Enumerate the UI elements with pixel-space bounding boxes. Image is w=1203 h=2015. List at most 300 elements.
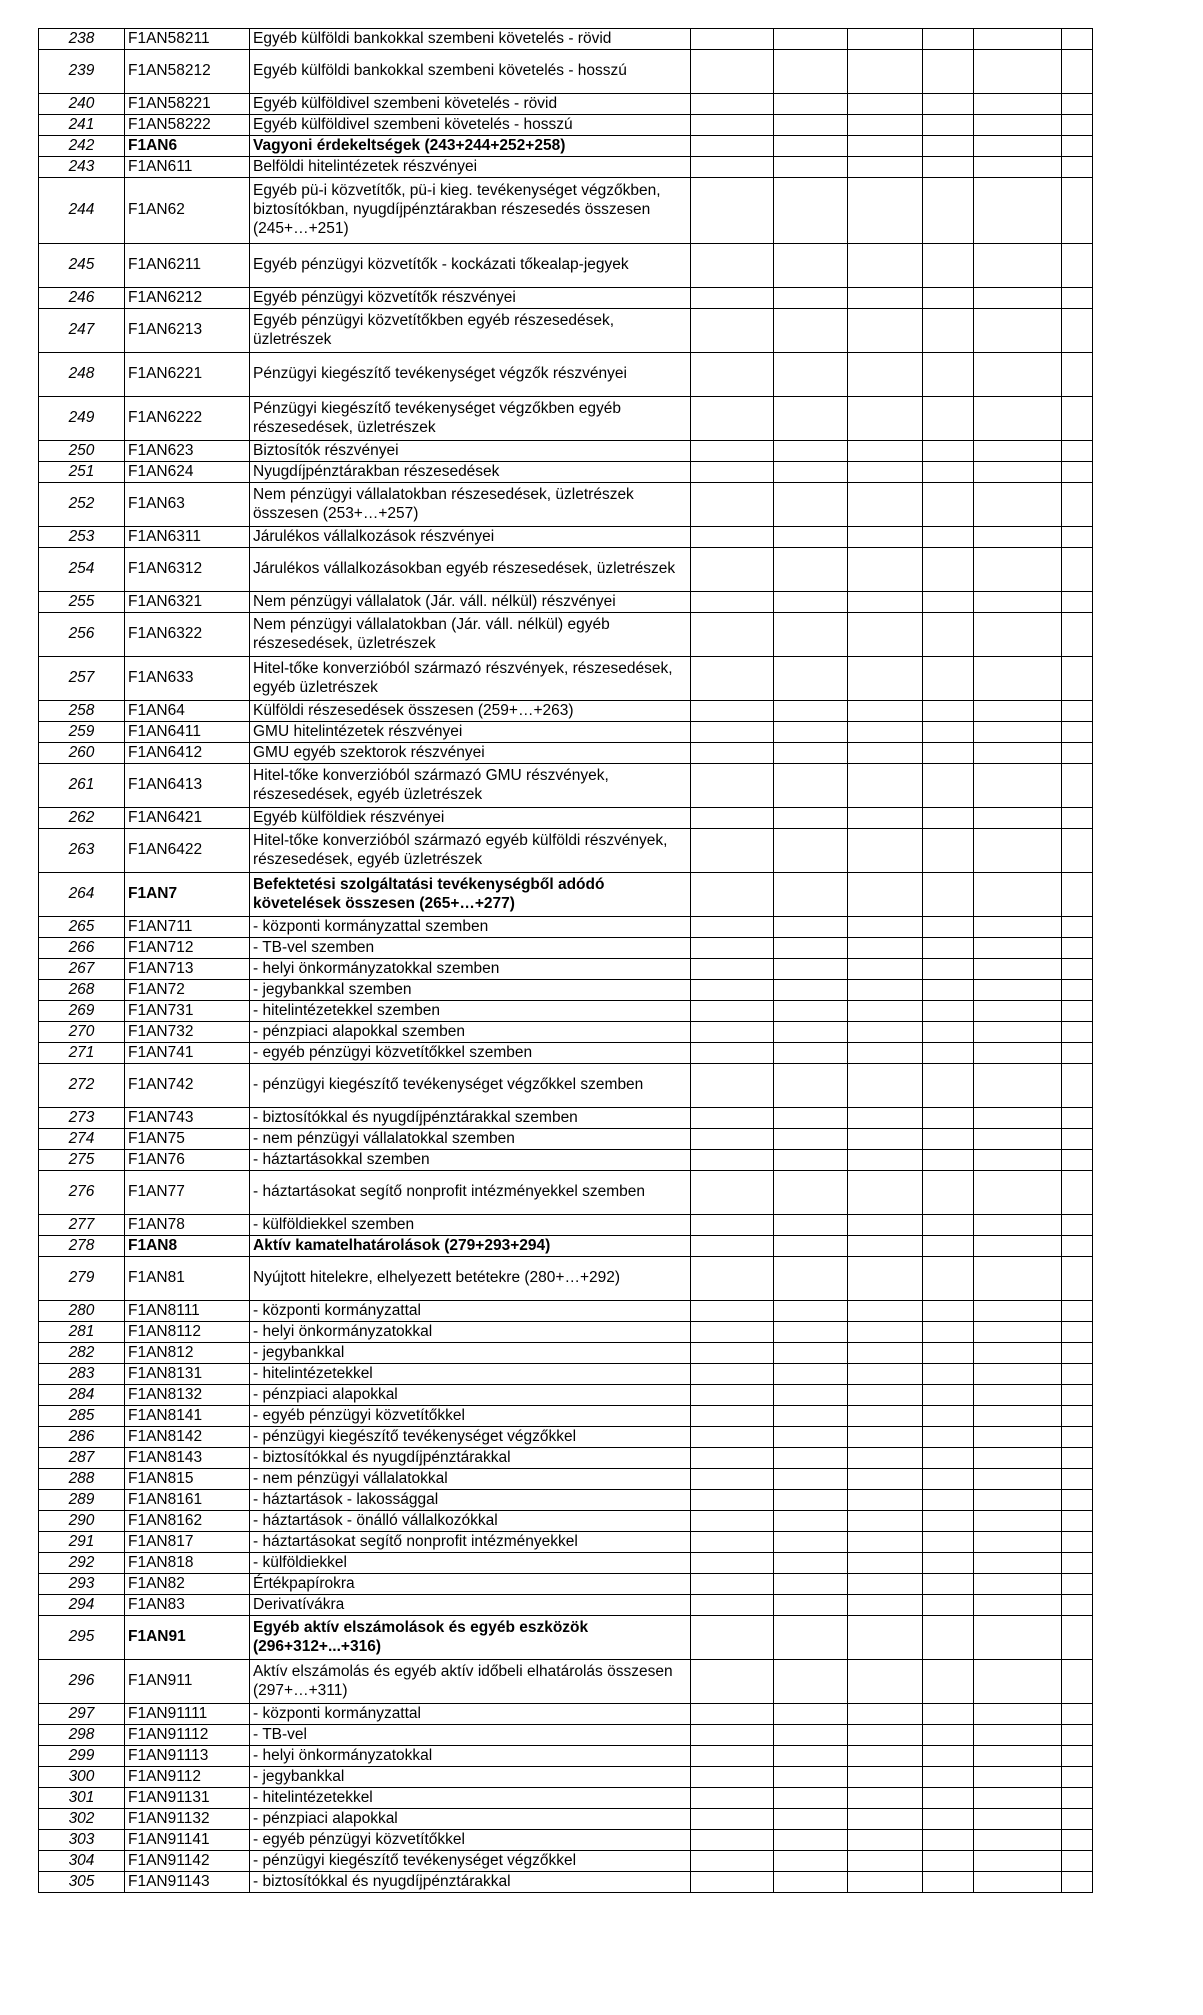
row-description-cell: - biztosítókkal és nyugdíjpénztárakkal: [250, 1872, 691, 1893]
value-cell: [1062, 1725, 1093, 1746]
value-cell: [974, 743, 1062, 764]
value-cell: [974, 29, 1062, 50]
value-cell: [848, 1660, 923, 1704]
value-cell: [691, 50, 774, 94]
value-cell: [974, 613, 1062, 657]
row-code-cell: F1AN633: [125, 657, 250, 701]
value-cell: [974, 1725, 1062, 1746]
value-cell: [923, 959, 974, 980]
value-cell: [774, 483, 848, 527]
value-cell: [848, 1001, 923, 1022]
row-description-cell: - háztartásokkal szemben: [250, 1150, 691, 1171]
row-number-cell: 261: [39, 764, 125, 808]
value-cell: [923, 980, 974, 1001]
value-cell: [974, 1532, 1062, 1553]
value-cell: [923, 1301, 974, 1322]
value-cell: [774, 1767, 848, 1788]
value-cell: [774, 1108, 848, 1129]
table-row: [39, 441, 1093, 462]
row-code-cell: F1AN6213: [125, 309, 250, 353]
table-row: [39, 1064, 1093, 1108]
table-row: [39, 1171, 1093, 1215]
value-cell: [923, 1511, 974, 1532]
value-cell: [1062, 873, 1093, 917]
value-cell: [1062, 1236, 1093, 1257]
value-cell: [691, 115, 774, 136]
value-cell: [848, 136, 923, 157]
row-description-cell: - hitelintézetekkel: [250, 1788, 691, 1809]
value-cell: [974, 938, 1062, 959]
row-code-cell: F1AN712: [125, 938, 250, 959]
row-number-cell: 289: [39, 1490, 125, 1511]
row-number-cell: 267: [39, 959, 125, 980]
value-cell: [774, 136, 848, 157]
row-number-cell: 247: [39, 309, 125, 353]
row-description-cell: - TB-vel szemben: [250, 938, 691, 959]
row-number-cell: 266: [39, 938, 125, 959]
value-cell: [848, 462, 923, 483]
row-code-cell: F1AN812: [125, 1343, 250, 1364]
row-number-cell: 253: [39, 527, 125, 548]
value-cell: [848, 1257, 923, 1301]
row-number-cell: 287: [39, 1448, 125, 1469]
value-cell: [848, 1448, 923, 1469]
row-code-cell: F1AN91142: [125, 1851, 250, 1872]
row-code-cell: F1AN9112: [125, 1767, 250, 1788]
value-cell: [923, 1022, 974, 1043]
table-row: [39, 743, 1093, 764]
value-cell: [774, 1746, 848, 1767]
row-number-cell: 265: [39, 917, 125, 938]
value-cell: [691, 1301, 774, 1322]
row-number-cell: 258: [39, 701, 125, 722]
table-row: [39, 483, 1093, 527]
value-cell: [848, 1301, 923, 1322]
value-cell: [848, 592, 923, 613]
value-cell: [848, 1490, 923, 1511]
value-cell: [848, 808, 923, 829]
row-code-cell: F1AN6422: [125, 829, 250, 873]
value-cell: [1062, 527, 1093, 548]
value-cell: [848, 178, 923, 244]
value-cell: [974, 980, 1062, 1001]
value-cell: [848, 1364, 923, 1385]
value-cell: [923, 1595, 974, 1616]
value-cell: [1062, 1448, 1093, 1469]
value-cell: [1062, 701, 1093, 722]
value-cell: [974, 1595, 1062, 1616]
value-cell: [848, 1150, 923, 1171]
value-cell: [1062, 548, 1093, 592]
value-cell: [923, 1322, 974, 1343]
value-cell: [848, 1343, 923, 1364]
row-number-cell: 251: [39, 462, 125, 483]
value-cell: [774, 1490, 848, 1511]
value-cell: [974, 873, 1062, 917]
value-cell: [923, 1767, 974, 1788]
table-row: [39, 1851, 1093, 1872]
value-cell: [774, 178, 848, 244]
row-description-cell: Nem pénzügyi vállalatokban (Jár. váll. nélkül) egyéb részesedések, üzletrészek: [250, 613, 691, 657]
value-cell: [1062, 157, 1093, 178]
table-row: [39, 1448, 1093, 1469]
row-description-cell: Egyéb külföldi bankokkal szembeni követelés - rövid: [250, 29, 691, 50]
row-description-cell: Járulékos vállalkozások részvényei: [250, 527, 691, 548]
value-cell: [974, 722, 1062, 743]
value-cell: [1062, 244, 1093, 288]
value-cell: [691, 288, 774, 309]
row-description-cell: Vagyoni érdekeltségek (243+244+252+258): [250, 136, 691, 157]
table-row: [39, 1469, 1093, 1490]
value-cell: [923, 136, 974, 157]
row-description-cell: - pénzpiaci alapokkal: [250, 1385, 691, 1406]
value-cell: [923, 1364, 974, 1385]
table-row: [39, 115, 1093, 136]
value-cell: [848, 1427, 923, 1448]
value-cell: [923, 1108, 974, 1129]
value-cell: [1062, 657, 1093, 701]
value-cell: [691, 397, 774, 441]
value-cell: [923, 764, 974, 808]
value-cell: [774, 1427, 848, 1448]
row-number-cell: 252: [39, 483, 125, 527]
value-cell: [1062, 1511, 1093, 1532]
value-cell: [774, 1001, 848, 1022]
value-cell: [1062, 1851, 1093, 1872]
value-cell: [923, 1660, 974, 1704]
value-cell: [691, 353, 774, 397]
value-cell: [974, 1001, 1062, 1022]
value-cell: [923, 1725, 974, 1746]
value-cell: [1062, 94, 1093, 115]
value-cell: [923, 1746, 974, 1767]
value-cell: [848, 94, 923, 115]
row-description-cell: Egyéb aktív elszámolások és egyéb eszközök (296+312+...+316): [250, 1616, 691, 1660]
table-row: [39, 1767, 1093, 1788]
row-code-cell: F1AN91131: [125, 1788, 250, 1809]
value-cell: [1062, 829, 1093, 873]
value-cell: [923, 1150, 974, 1171]
table-row: [39, 1343, 1093, 1364]
row-code-cell: F1AN8131: [125, 1364, 250, 1385]
row-code-cell: F1AN815: [125, 1469, 250, 1490]
row-description-cell: - egyéb pénzügyi közvetítőkkel szemben: [250, 1043, 691, 1064]
row-number-cell: 256: [39, 613, 125, 657]
value-cell: [691, 157, 774, 178]
row-code-cell: F1AN83: [125, 1595, 250, 1616]
value-cell: [974, 959, 1062, 980]
value-cell: [1062, 1257, 1093, 1301]
value-cell: [848, 353, 923, 397]
table-row: [39, 1746, 1093, 1767]
row-number-cell: 293: [39, 1574, 125, 1595]
value-cell: [848, 157, 923, 178]
value-cell: [923, 115, 974, 136]
value-cell: [974, 829, 1062, 873]
value-cell: [774, 722, 848, 743]
value-cell: [691, 178, 774, 244]
value-cell: [848, 1322, 923, 1343]
row-number-cell: 273: [39, 1108, 125, 1129]
value-cell: [974, 1108, 1062, 1129]
table-row: [39, 1830, 1093, 1851]
table-row: [39, 1385, 1093, 1406]
value-cell: [1062, 1108, 1093, 1129]
value-cell: [774, 1322, 848, 1343]
value-cell: [848, 764, 923, 808]
value-cell: [691, 1215, 774, 1236]
value-cell: [974, 657, 1062, 701]
value-cell: [974, 1064, 1062, 1108]
value-cell: [974, 1469, 1062, 1490]
value-cell: [848, 1872, 923, 1893]
table-row: [39, 1616, 1093, 1660]
row-code-cell: F1AN6211: [125, 244, 250, 288]
value-cell: [974, 1448, 1062, 1469]
value-cell: [848, 50, 923, 94]
value-cell: [1062, 1322, 1093, 1343]
value-cell: [774, 1788, 848, 1809]
table-row: [39, 980, 1093, 1001]
value-cell: [974, 764, 1062, 808]
value-cell: [923, 1490, 974, 1511]
value-cell: [923, 244, 974, 288]
row-description-cell: - nem pénzügyi vállalatokkal: [250, 1469, 691, 1490]
value-cell: [691, 1746, 774, 1767]
value-cell: [774, 1343, 848, 1364]
row-description-cell: - biztosítókkal és nyugdíjpénztárakkal szemben: [250, 1108, 691, 1129]
value-cell: [923, 1171, 974, 1215]
table-row: [39, 1532, 1093, 1553]
value-cell: [691, 1511, 774, 1532]
value-cell: [774, 1257, 848, 1301]
value-cell: [691, 1001, 774, 1022]
value-cell: [923, 157, 974, 178]
value-cell: [974, 462, 1062, 483]
value-cell: [923, 1851, 974, 1872]
value-cell: [774, 1469, 848, 1490]
value-cell: [774, 1364, 848, 1385]
value-cell: [774, 959, 848, 980]
value-cell: [848, 1406, 923, 1427]
value-cell: [1062, 1469, 1093, 1490]
row-code-cell: F1AN6212: [125, 288, 250, 309]
row-description-cell: Nyújtott hitelekre, elhelyezett betétekre (280+…+292): [250, 1257, 691, 1301]
row-code-cell: F1AN64: [125, 701, 250, 722]
value-cell: [923, 441, 974, 462]
value-cell: [974, 1616, 1062, 1660]
value-cell: [691, 1616, 774, 1660]
value-cell: [848, 959, 923, 980]
value-cell: [974, 1788, 1062, 1809]
value-cell: [923, 309, 974, 353]
row-number-cell: 270: [39, 1022, 125, 1043]
value-cell: [974, 397, 1062, 441]
value-cell: [848, 1553, 923, 1574]
table-row: [39, 527, 1093, 548]
value-cell: [974, 157, 1062, 178]
row-description-cell: - hitelintézetekkel: [250, 1364, 691, 1385]
value-cell: [691, 959, 774, 980]
row-code-cell: F1AN6312: [125, 548, 250, 592]
table-row: [39, 808, 1093, 829]
value-cell: [1062, 1364, 1093, 1385]
table-row: [39, 1150, 1093, 1171]
value-cell: [974, 483, 1062, 527]
row-description-cell: Nyugdíjpénztárakban részesedések: [250, 462, 691, 483]
value-cell: [691, 29, 774, 50]
row-code-cell: F1AN6: [125, 136, 250, 157]
row-number-cell: 297: [39, 1704, 125, 1725]
value-cell: [1062, 1660, 1093, 1704]
value-cell: [923, 1574, 974, 1595]
row-number-cell: 303: [39, 1830, 125, 1851]
row-code-cell: F1AN75: [125, 1129, 250, 1150]
value-cell: [774, 1725, 848, 1746]
value-cell: [691, 613, 774, 657]
value-cell: [1062, 1043, 1093, 1064]
row-code-cell: F1AN818: [125, 1553, 250, 1574]
row-description-cell: - hitelintézetekkel szemben: [250, 1001, 691, 1022]
table-row: [39, 1001, 1093, 1022]
value-cell: [691, 309, 774, 353]
value-cell: [774, 1022, 848, 1043]
row-number-cell: 240: [39, 94, 125, 115]
row-code-cell: F1AN711: [125, 917, 250, 938]
row-description-cell: Belföldi hitelintézetek részvényei: [250, 157, 691, 178]
value-cell: [691, 1322, 774, 1343]
value-cell: [691, 1532, 774, 1553]
value-cell: [1062, 115, 1093, 136]
row-code-cell: F1AN62: [125, 178, 250, 244]
value-cell: [774, 29, 848, 50]
value-cell: [691, 1364, 774, 1385]
value-cell: [1062, 722, 1093, 743]
value-cell: [923, 397, 974, 441]
value-cell: [923, 1236, 974, 1257]
value-cell: [923, 722, 974, 743]
value-cell: [848, 938, 923, 959]
row-number-cell: 263: [39, 829, 125, 873]
value-cell: [923, 1043, 974, 1064]
row-description-cell: - pénzügyi kiegészítő tevékenységet végzőkkel: [250, 1427, 691, 1448]
row-number-cell: 243: [39, 157, 125, 178]
value-cell: [691, 917, 774, 938]
table-row: [39, 288, 1093, 309]
value-cell: [691, 938, 774, 959]
value-cell: [691, 1574, 774, 1595]
value-cell: [923, 1532, 974, 1553]
value-cell: [923, 1257, 974, 1301]
table-row: [39, 309, 1093, 353]
value-cell: [691, 1490, 774, 1511]
value-cell: [1062, 1490, 1093, 1511]
table-row: [39, 136, 1093, 157]
value-cell: [691, 1788, 774, 1809]
row-code-cell: F1AN6411: [125, 722, 250, 743]
row-number-cell: 290: [39, 1511, 125, 1532]
row-description-cell: Nem pénzügyi vállalatok (Jár. váll. nélkül) részvényei: [250, 592, 691, 613]
value-cell: [691, 1171, 774, 1215]
value-cell: [691, 1872, 774, 1893]
row-code-cell: F1AN63: [125, 483, 250, 527]
value-cell: [691, 1406, 774, 1427]
row-description-cell: - helyi önkormányzatokkal: [250, 1322, 691, 1343]
value-cell: [974, 50, 1062, 94]
table-row: [39, 1788, 1093, 1809]
row-description-cell: Pénzügyi kiegészítő tevékenységet végzők részvényei: [250, 353, 691, 397]
value-cell: [774, 115, 848, 136]
value-cell: [974, 1043, 1062, 1064]
row-code-cell: F1AN58212: [125, 50, 250, 94]
table-row: [39, 1725, 1093, 1746]
value-cell: [1062, 938, 1093, 959]
value-cell: [974, 1490, 1062, 1511]
value-cell: [774, 1385, 848, 1406]
value-cell: [974, 1830, 1062, 1851]
row-code-cell: F1AN6311: [125, 527, 250, 548]
value-cell: [974, 1767, 1062, 1788]
value-cell: [1062, 462, 1093, 483]
row-number-cell: 244: [39, 178, 125, 244]
table-row: [39, 873, 1093, 917]
value-cell: [691, 1830, 774, 1851]
value-cell: [774, 1129, 848, 1150]
value-cell: [848, 1236, 923, 1257]
row-description-cell: Egyéb külföldivel szembeni követelés - hosszú: [250, 115, 691, 136]
row-description-cell: GMU egyéb szektorok részvényei: [250, 743, 691, 764]
value-cell: [974, 94, 1062, 115]
row-code-cell: F1AN76: [125, 1150, 250, 1171]
row-code-cell: F1AN8141: [125, 1406, 250, 1427]
value-cell: [774, 1532, 848, 1553]
row-description-cell: - központi kormányzattal szemben: [250, 917, 691, 938]
value-cell: [774, 1150, 848, 1171]
value-cell: [848, 829, 923, 873]
value-cell: [1062, 808, 1093, 829]
value-cell: [1062, 50, 1093, 94]
row-number-cell: 272: [39, 1064, 125, 1108]
value-cell: [1062, 1767, 1093, 1788]
value-cell: [1062, 1616, 1093, 1660]
value-cell: [774, 1574, 848, 1595]
value-cell: [974, 244, 1062, 288]
row-code-cell: F1AN82: [125, 1574, 250, 1595]
value-cell: [691, 548, 774, 592]
value-cell: [1062, 1830, 1093, 1851]
value-cell: [774, 288, 848, 309]
row-number-cell: 262: [39, 808, 125, 829]
row-code-cell: F1AN91132: [125, 1809, 250, 1830]
value-cell: [774, 94, 848, 115]
value-cell: [691, 1660, 774, 1704]
row-description-cell: Egyéb külföldivel szembeni követelés - rövid: [250, 94, 691, 115]
table-row: [39, 1022, 1093, 1043]
value-cell: [848, 397, 923, 441]
row-code-cell: F1AN81: [125, 1257, 250, 1301]
value-cell: [1062, 1301, 1093, 1322]
row-number-cell: 284: [39, 1385, 125, 1406]
row-description-cell: Járulékos vállalkozásokban egyéb részesedések, üzletrészek: [250, 548, 691, 592]
row-description-cell: Egyéb pénzügyi közvetítőkben egyéb részesedések, üzletrészek: [250, 309, 691, 353]
value-cell: [923, 657, 974, 701]
value-cell: [774, 527, 848, 548]
row-code-cell: F1AN6412: [125, 743, 250, 764]
value-cell: [923, 1872, 974, 1893]
value-cell: [974, 309, 1062, 353]
row-code-cell: F1AN8: [125, 1236, 250, 1257]
value-cell: [848, 657, 923, 701]
